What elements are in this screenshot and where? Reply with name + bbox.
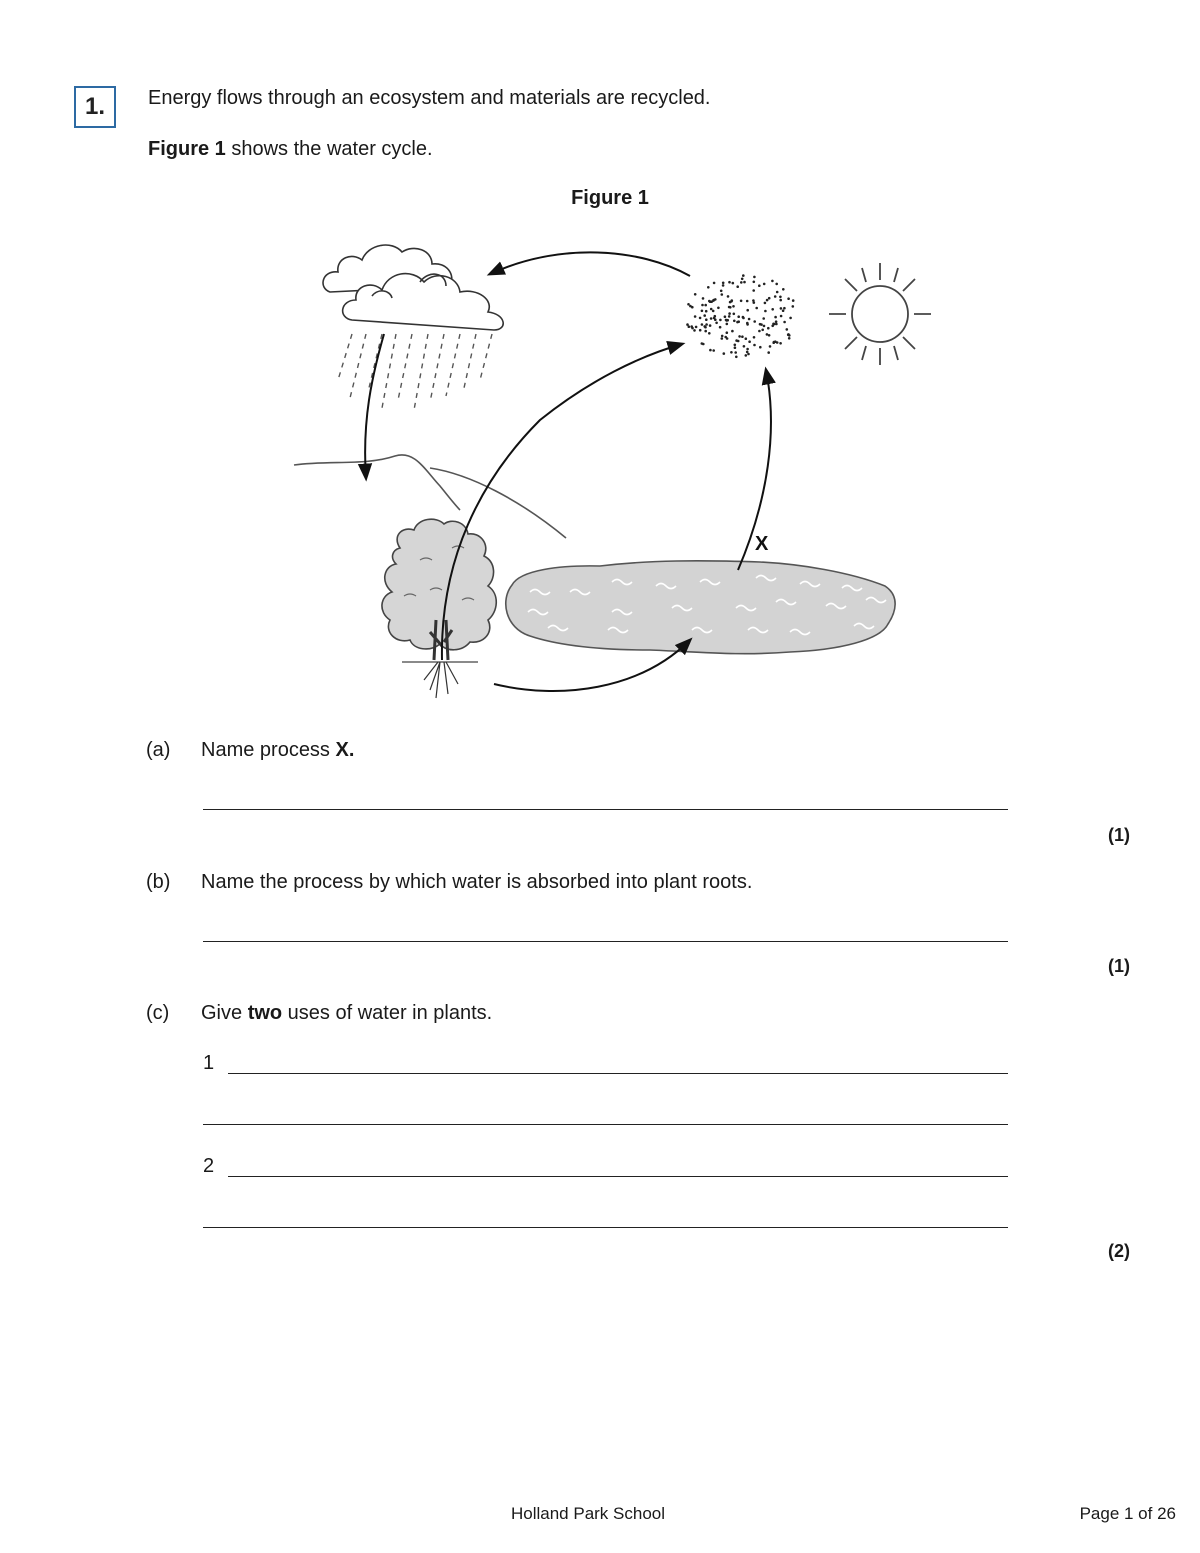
vapour-dot — [728, 312, 731, 315]
vapour-dot — [742, 317, 745, 320]
vapour-dot — [771, 280, 774, 283]
vapour-dot — [705, 323, 708, 326]
vapour-dot — [752, 289, 755, 292]
part-c-label: (c) — [146, 1002, 170, 1024]
answer-number-2: 2 — [203, 1155, 215, 1177]
part-c-text-before: Give — [201, 1002, 248, 1024]
question-number: 1. — [84, 93, 105, 120]
vapour-dot — [767, 327, 770, 330]
answer-line-c1[interactable] — [228, 1073, 1008, 1074]
vapour-dot — [721, 335, 724, 338]
vapour-dot — [699, 329, 702, 332]
vapour-dot — [741, 335, 744, 338]
answer-line-c2[interactable] — [228, 1176, 1008, 1177]
vapour-dot — [779, 296, 782, 299]
answer-line-c2-continued[interactable] — [203, 1227, 1008, 1228]
vapour-dot — [702, 297, 705, 300]
vapour-dot — [708, 332, 711, 335]
vapour-dot — [709, 349, 712, 352]
vapour-dot — [767, 351, 770, 354]
vapour-dot — [783, 307, 786, 310]
vapour-dot — [779, 342, 782, 345]
vapour-dot — [775, 283, 778, 286]
vapour-dot — [753, 320, 756, 323]
vapour-dot — [774, 316, 777, 319]
vapour-dot — [775, 320, 778, 323]
vapour-dot — [736, 285, 739, 288]
sun-icon — [829, 263, 931, 365]
vapour-dot — [701, 323, 704, 326]
vapour-dot — [742, 274, 745, 277]
vapour-dot — [745, 354, 748, 357]
vapour-dot — [723, 352, 726, 355]
vapour-dot — [789, 317, 792, 320]
vapour-dot — [720, 290, 723, 293]
arrow-evaporation-to-cloud — [490, 252, 690, 276]
vapour-dot — [773, 341, 776, 344]
vapour-dot — [726, 331, 729, 334]
vapour-dot — [689, 305, 692, 308]
answer-line-a[interactable] — [203, 809, 1008, 810]
vapour-dot — [719, 326, 722, 329]
vapour-dot — [709, 324, 712, 327]
vapour-dot — [759, 346, 762, 349]
vapour-dot — [746, 351, 749, 354]
vapour-dot — [740, 281, 743, 284]
vapour-dot — [783, 321, 786, 324]
vapour-dot — [722, 284, 725, 287]
vapour-dot — [694, 293, 697, 296]
vapour-dot — [712, 310, 715, 313]
footer-page-number: Page 1 of 26 — [1079, 1504, 1176, 1523]
vapour-dot — [741, 278, 744, 281]
vapour-dot — [753, 276, 756, 279]
vapour-dot — [768, 297, 771, 300]
vapour-dot — [735, 339, 738, 342]
vapour-dot — [728, 281, 731, 284]
vapour-dot — [762, 317, 765, 320]
vapour-dot — [753, 281, 756, 284]
hill-line — [294, 455, 460, 510]
figure-label-x: X — [755, 533, 769, 555]
vapour-dot — [766, 333, 769, 336]
vapour-dot — [714, 298, 717, 301]
vapour-dot — [710, 317, 713, 320]
vapour-dot — [705, 318, 708, 321]
vapour-dot — [724, 336, 727, 339]
vapour-dot — [746, 300, 749, 303]
vapour-dot — [726, 323, 729, 326]
vapour-dot — [752, 299, 755, 302]
figure-reference-rest: shows the water cycle. — [225, 138, 433, 160]
part-b-label: (b) — [146, 871, 171, 893]
vapour-dot — [769, 345, 772, 348]
vapour-dot — [787, 333, 790, 336]
part-c-question — [201, 1002, 492, 1025]
vapour-dot — [738, 335, 741, 338]
vapour-dot — [780, 307, 783, 310]
vapour-dot — [763, 325, 766, 328]
vapour-dot — [728, 315, 731, 318]
vapour-dot — [715, 322, 718, 325]
vapour-dot — [704, 326, 707, 329]
vapour-dot — [761, 329, 764, 332]
vapour-dot — [771, 308, 774, 311]
part-a-text: Name process — [201, 739, 336, 761]
vapour-dot — [732, 305, 735, 308]
vapour-dot — [695, 326, 698, 329]
vapour-dot — [704, 304, 707, 307]
vapour-dot — [710, 308, 713, 311]
vapour-dot — [746, 322, 749, 325]
vapour-dot — [713, 317, 716, 320]
vapour-dot — [691, 327, 694, 330]
vapour-dot — [734, 346, 737, 349]
part-a-question — [201, 739, 354, 762]
vapour-dot — [722, 282, 725, 285]
vapour-dot — [759, 323, 762, 326]
vapour-dot — [719, 319, 722, 322]
vapour-dot — [733, 313, 736, 316]
vapour-dot — [731, 299, 734, 302]
vapour-dot — [734, 351, 737, 354]
vapour-dot — [745, 337, 748, 340]
question-intro: Energy flows through an ecosystem and materials are recycled. — [148, 87, 711, 109]
part-a-bold: X. — [335, 739, 355, 761]
vapour-dot — [686, 323, 689, 326]
vapour-dot — [743, 345, 746, 348]
vapour-dot — [766, 299, 769, 302]
vapour-dot — [753, 336, 756, 339]
part-a-label: (a) — [146, 739, 171, 761]
vapour-dot — [704, 330, 707, 333]
vapour-dot — [708, 300, 711, 303]
vapour-dot — [743, 281, 746, 284]
vapour-dot — [730, 351, 733, 354]
figure-title: Figure 1 — [571, 187, 649, 209]
vapour-dot — [736, 321, 739, 324]
vapour-dot — [764, 310, 767, 313]
vapour-dot — [748, 318, 751, 321]
vapour-dot — [740, 300, 743, 303]
part-c-bold: two — [247, 1002, 283, 1024]
vapour-dot — [737, 315, 740, 318]
vapour-dot — [788, 337, 791, 340]
rain-streaks — [338, 334, 492, 410]
water-vapour-dots — [686, 274, 794, 358]
vapour-dot — [758, 330, 761, 333]
vapour-dot — [758, 284, 761, 287]
vapour-dot — [702, 343, 705, 346]
vapour-dot — [725, 319, 728, 322]
vapour-dot — [772, 323, 775, 326]
vapour-dot — [764, 302, 767, 305]
part-a-marks: (1) — [1108, 825, 1130, 845]
vapour-dot — [713, 282, 716, 285]
answer-line-b[interactable] — [203, 941, 1008, 942]
tree-icon — [382, 519, 496, 698]
vapour-dot — [792, 299, 795, 302]
vapour-dot — [732, 282, 735, 285]
vapour-dot — [712, 349, 715, 352]
vapour-dot — [779, 299, 782, 302]
answer-line-c1-continued[interactable] — [203, 1124, 1008, 1125]
vapour-dot — [735, 356, 738, 359]
vapour-dot — [705, 310, 708, 313]
vapour-dot — [774, 295, 777, 298]
vapour-dot — [728, 306, 731, 309]
vapour-dot — [748, 340, 751, 343]
vapour-dot — [746, 348, 749, 351]
vapour-dot — [734, 344, 737, 347]
vapour-dot — [731, 330, 734, 333]
vapour-dot — [699, 317, 702, 320]
arrow-cloud-to-ground — [365, 334, 384, 478]
vapour-dot — [707, 286, 710, 289]
vapour-dot — [694, 315, 697, 318]
vapour-dot — [687, 303, 690, 306]
vapour-dot — [721, 337, 724, 340]
part-c-marks: (2) — [1108, 1241, 1130, 1261]
vapour-dot — [753, 344, 756, 347]
part-b-text: Name the process by which water is absorbed into plant roots. — [201, 871, 753, 893]
vapour-dot — [701, 310, 704, 313]
vapour-dot — [763, 283, 766, 286]
vapour-dot — [782, 309, 785, 312]
vapour-dot — [787, 297, 790, 300]
vapour-dot — [755, 307, 758, 310]
answer-number-1: 1 — [203, 1052, 215, 1074]
vapour-dot — [792, 305, 795, 308]
part-c-text-after: uses of water in plants. — [282, 1002, 493, 1024]
footer-school: Holland Park School — [510, 1504, 666, 1523]
vapour-dot — [733, 320, 736, 323]
vapour-dot — [701, 304, 704, 307]
vapour-dot — [786, 328, 789, 331]
vapour-dot — [727, 295, 730, 298]
rain-cloud-icon — [323, 245, 503, 330]
vapour-dot — [724, 315, 727, 318]
vapour-dot — [721, 293, 724, 296]
vapour-dot — [780, 315, 783, 318]
vapour-dot — [693, 329, 696, 332]
part-b-marks: (1) — [1108, 956, 1130, 976]
vapour-dot — [746, 309, 749, 312]
vapour-dot — [703, 314, 706, 317]
water-cycle-figure — [0, 0, 1200, 720]
vapour-dot — [776, 291, 779, 294]
vapour-dot — [717, 307, 720, 310]
figure-reference-bold: Figure 1 — [148, 138, 226, 160]
vapour-dot — [782, 288, 785, 291]
